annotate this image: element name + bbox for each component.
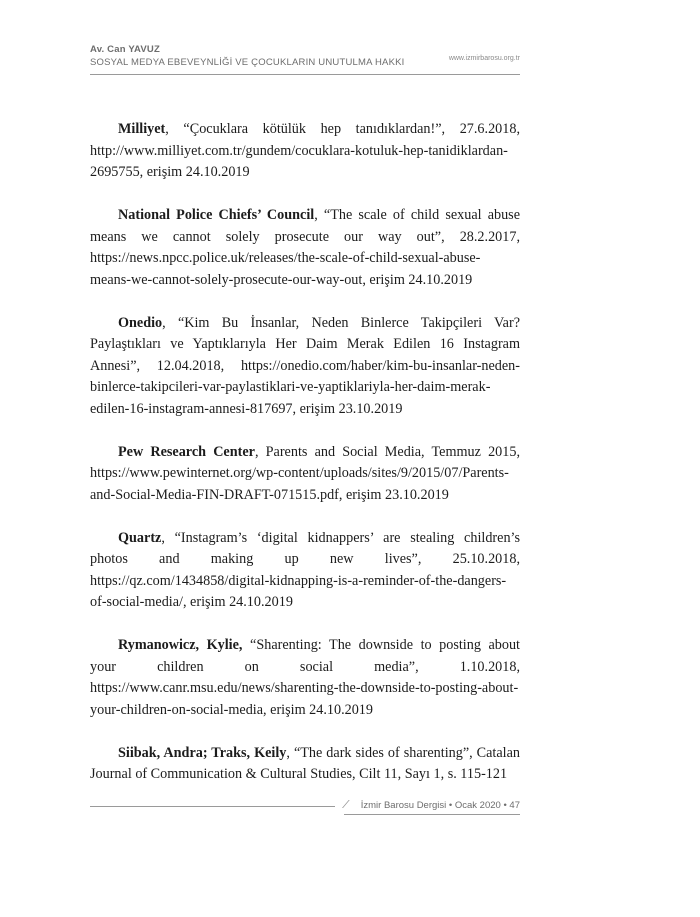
reference-entry xyxy=(90,205,520,291)
reference-source: Siibak, Andra; Traks, Keily xyxy=(118,744,287,761)
reference-entry xyxy=(90,528,520,614)
reference-details: , “The dark sides of sharenting”, Catalan Journal of Communication & Cultural Studies, Cilt 11, Sayı 1, s. 115-121 xyxy=(90,744,520,782)
footer-journal: İzmir Barosu Dergisi • Ocak 2020 • xyxy=(360,800,507,811)
reference-entry xyxy=(90,743,520,786)
reference-details: “Sharenting: The downside to posting about your children on social media”, 1.10.2018, https://www.canr.msu.edu/news/sharenting-the-downside-to-posting-about-your-children-on-social-media, erişim 24.10.2019 xyxy=(90,637,521,718)
header-author: Av. Can YAVUZ xyxy=(90,44,160,55)
page-header xyxy=(90,44,520,68)
reference-entry xyxy=(90,635,520,721)
reference-details: , “Kim Bu İnsanlar, Neden Binlerce Takipçileri Var? Paylaştıkları ve Yaptıklarıyla Her Daim Merak Edilen 16 Instagram Annesi”, 12.04.2018, https://onedio.com/haber/kim-bu-insanlar-neden-binlerce-takipcileri-var-paylastiklari-ve-yaptiklariyla-her-daim-merak-edilen-16-instagram-annesi-817697, erişim 23.10.2019 xyxy=(90,314,520,417)
reference-list xyxy=(90,119,520,807)
reference-details: , “The scale of child sexual abuse means we cannot solely prosecute our way out”, 28.2.2017, https://news.npcc.police.uk/releases/the-scale-of-child-sexual-abuse-means-we-cannot-solely-prosecute-our-way-out, erişim 24.10.2019 xyxy=(90,207,520,288)
reference-source: Pew Research Center xyxy=(118,443,255,460)
reference-entry xyxy=(90,119,520,184)
footer-text xyxy=(361,800,520,811)
reference-details: , Parents and Social Media, Temmuz 2015, https://www.pewinternet.org/wp-content/uploads/sites/9/2015/07/Parents-and-Social-Media-FIN-DRAFT-071515.pdf, erişim 23.10.2019 xyxy=(90,443,520,503)
header-running-title: SOSYAL MEDYA EBEVEYNLİĞİ VE ÇOCUKLARIN UNUTULMA HAKKI xyxy=(90,57,405,68)
footer-underline xyxy=(344,814,520,815)
reference-source: National Police Chiefs’ Council xyxy=(118,207,315,223)
header-website: www.izmirbarosu.org.tr xyxy=(448,55,520,62)
reference-source: Rymanowicz, Kylie, xyxy=(118,637,243,653)
header-divider xyxy=(90,74,520,75)
footer-divider xyxy=(90,806,335,807)
page-footer xyxy=(90,800,520,820)
reference-source: Onedio xyxy=(118,314,163,331)
reference-entry xyxy=(90,442,520,507)
reference-source: Milliyet xyxy=(118,121,166,137)
reference-details: , “Instagram’s ‘digital kidnappers’ are stealing children’s photos and making up new lives”, 25.10.2018, https://qz.com/1434858/digital-kidnapping-is-a-reminder-of-the-dangers-of-social-media/, erişim 24.10.2019 xyxy=(90,529,520,610)
reference-source: Quartz xyxy=(118,529,162,546)
reference-details: , “Çocuklara kötülük hep tanıdıklardan!”, 27.6.2018, http://www.milliyet.com.tr/gundem/cocuklara-kotuluk-hep-tanidiklardan-2695755, erişim 24.10.2019 xyxy=(90,121,520,180)
page-number: 47 xyxy=(509,800,520,811)
reference-entry xyxy=(90,313,520,421)
